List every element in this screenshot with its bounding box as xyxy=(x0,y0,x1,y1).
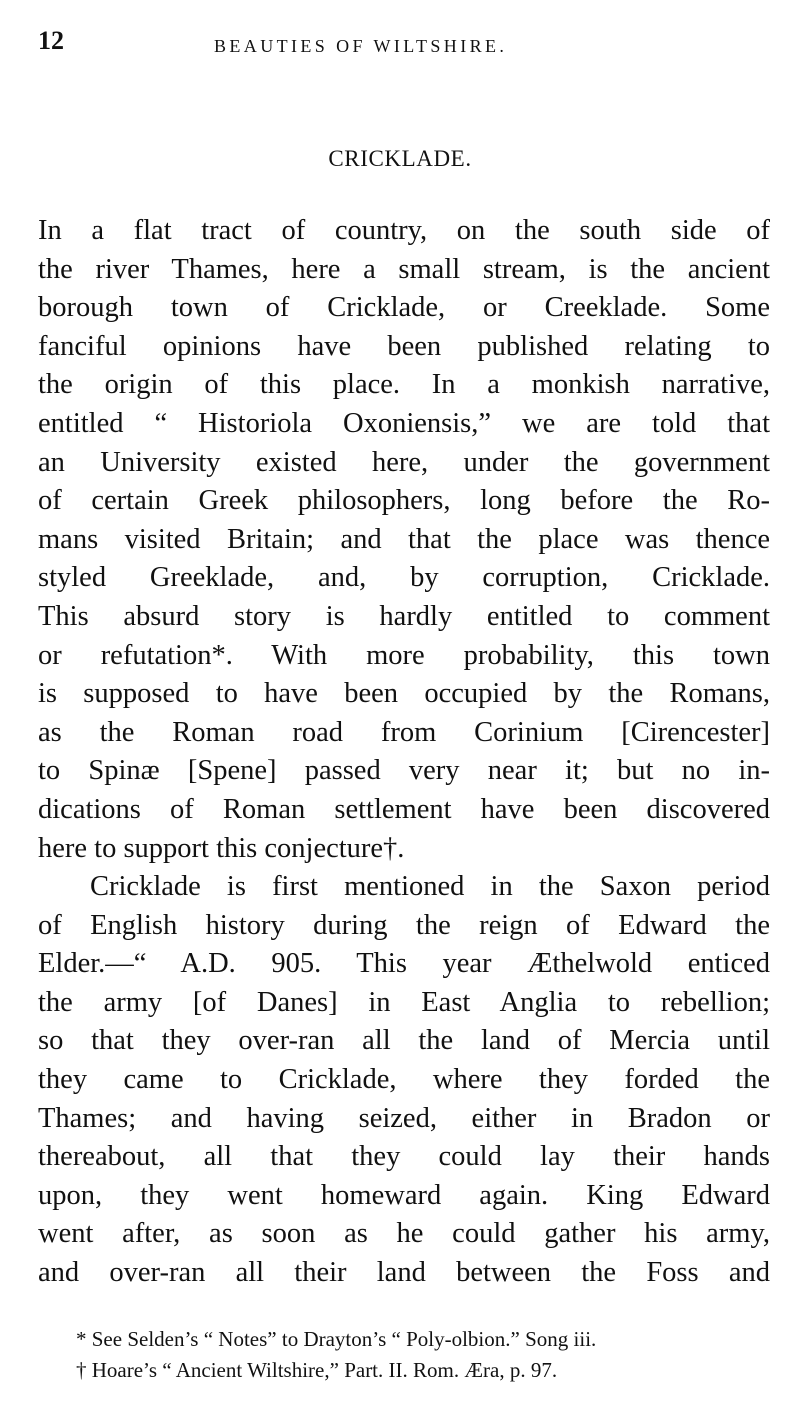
body-line: as the Roman road from Corinium [Cirencester] xyxy=(38,716,770,748)
body-text xyxy=(38,212,770,1293)
body-line: This absurd story is hardly entitled to comment xyxy=(38,600,770,632)
body-line: of certain Greek philosophers, long before the Ro- xyxy=(38,485,770,517)
body-line: Cricklade is first mentioned in the Saxon period xyxy=(90,871,770,903)
section-title: CRICKLADE. xyxy=(328,146,472,171)
body-line: they came to Cricklade, where they forded the xyxy=(38,1064,770,1096)
body-line: is supposed to have been occupied by the Romans, xyxy=(38,678,770,710)
body-line: so that they over-ran all the land of Mercia until xyxy=(38,1025,770,1057)
footnotes xyxy=(76,1324,766,1386)
body-line: went after, as soon as he could gather his army, xyxy=(38,1218,770,1250)
body-line: to Spinæ [Spene] passed very near it; but no in- xyxy=(38,755,770,787)
body-line: of English history during the reign of Edward the xyxy=(38,909,770,941)
body-line: In a flat tract of country, on the south side of xyxy=(38,215,770,246)
body-line: styled Greeklade, and, by corruption, Cricklade. xyxy=(38,562,770,594)
body-line: the army [of Danes] in East Anglia to rebellion; xyxy=(38,986,770,1018)
page-number: 12 xyxy=(38,26,64,55)
body-line: thereabout, all that they could lay their hands xyxy=(38,1141,770,1173)
body-line: upon, they went homeward again. King Edward xyxy=(38,1179,770,1211)
body-line: the origin of this place. In a monkish narrative, xyxy=(38,369,770,401)
body-line: mans visited Britain; and that the place was thence xyxy=(38,523,770,555)
body-line: an University existed here, under the government xyxy=(38,446,770,478)
body-line: fanciful opinions have been published relating to xyxy=(38,330,770,362)
body-line: and over-ran all their land between the Foss and xyxy=(38,1257,770,1289)
body-line: entitled “ Historiola Oxoniensis,” we are told that xyxy=(38,407,770,439)
body-line: here to support this conjecture†. xyxy=(38,832,405,864)
body-line: borough town of Cricklade, or Creeklade. Some xyxy=(38,292,770,324)
running-head: BEAUTIES OF WILTSHIRE. xyxy=(214,36,508,56)
body-line: Thames; and having seized, either in Bradon or xyxy=(38,1102,770,1134)
footnote: * See Selden’s “ Notes” to Drayton’s “ Poly-olbion.” Song iii. xyxy=(76,1327,597,1351)
body-line: Elder.—“ A.D. 905. This year Æthelwold enticed xyxy=(38,948,770,980)
body-line: or refutation*. With more probability, this town xyxy=(38,639,770,671)
body-line: dications of Roman settlement have been discovered xyxy=(38,793,770,825)
footnote: † Hoare’s “ Ancient Wiltshire,” Part. II. Rom. Æra, p. 97. xyxy=(76,1358,558,1382)
body-line: the river Thames, here a small stream, is the ancient xyxy=(38,253,770,285)
